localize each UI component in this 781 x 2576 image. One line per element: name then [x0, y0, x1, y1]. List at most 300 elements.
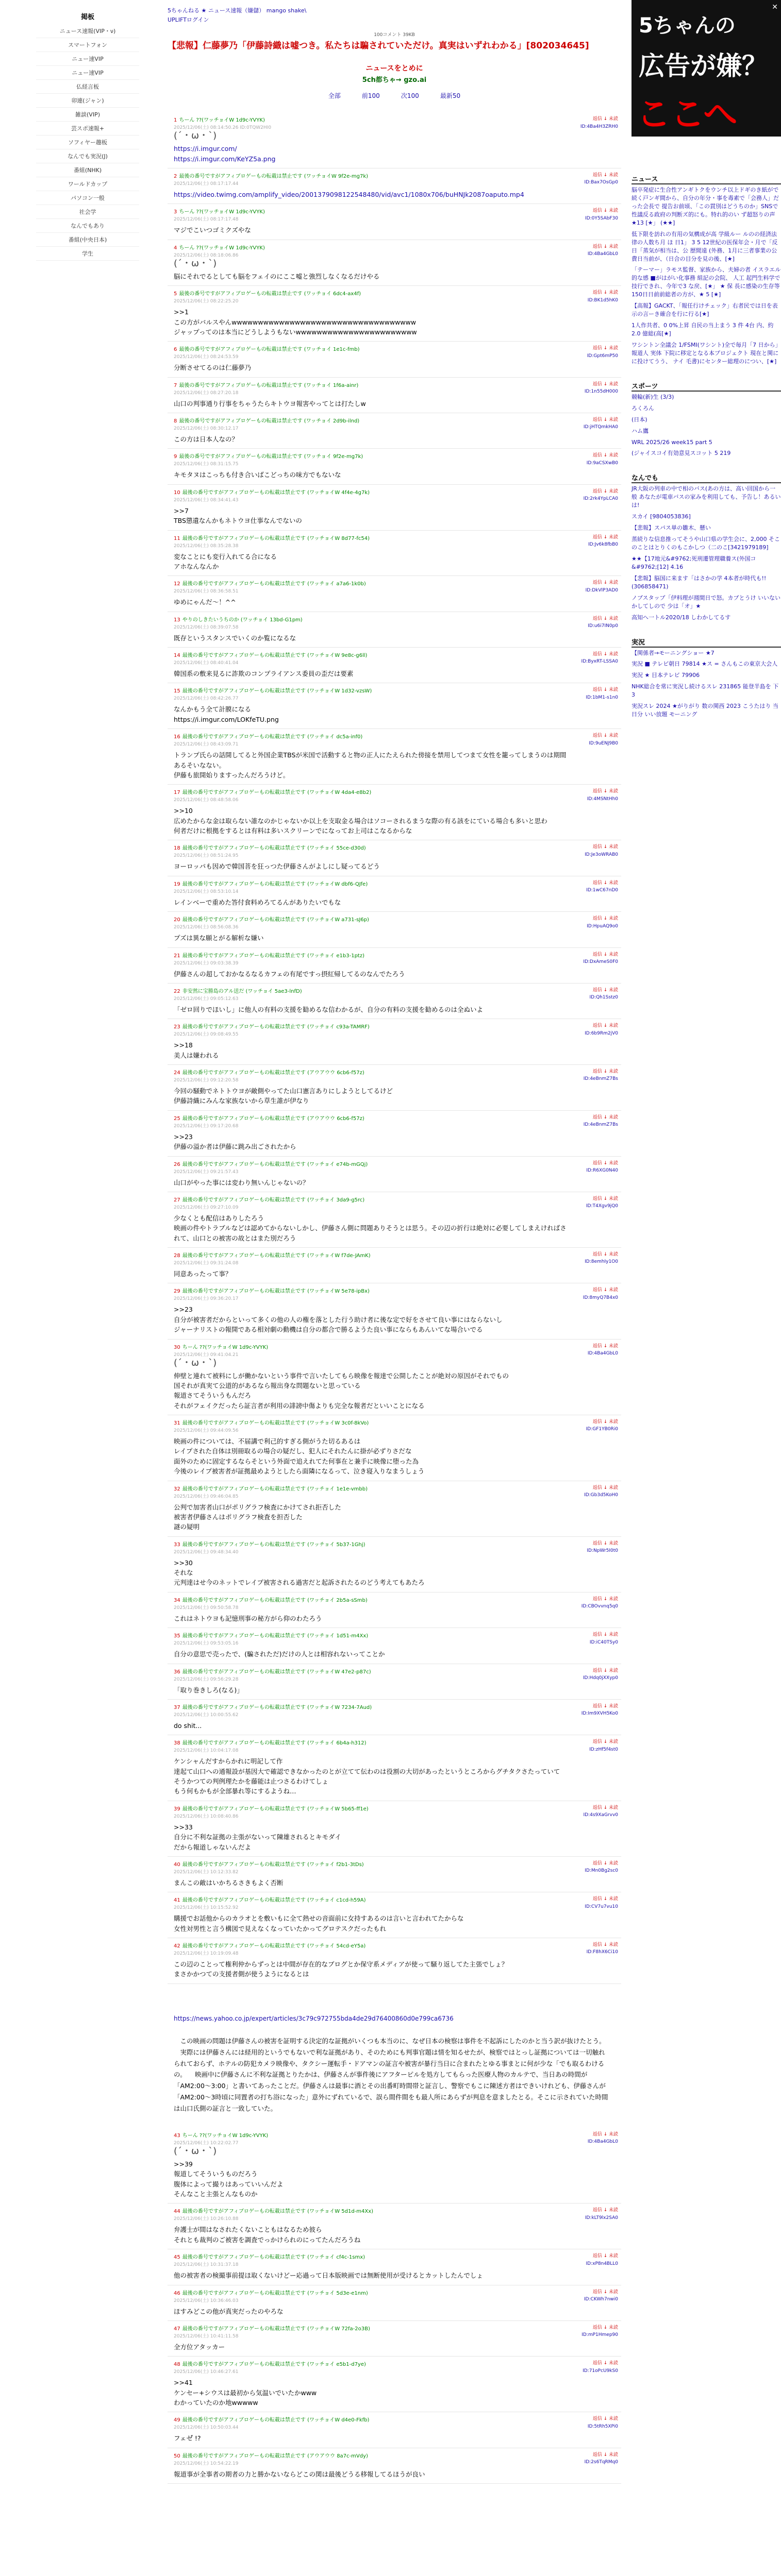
nav-item[interactable]: 芸スポ速報+ — [36, 122, 139, 135]
post-number[interactable]: 24 — [174, 1070, 180, 1076]
post-date: 2025/12/06(土) 08:24:53.59 — [174, 354, 239, 360]
post — [168, 576, 621, 612]
post — [168, 1019, 621, 1065]
post-number[interactable]: 27 — [174, 1197, 180, 1203]
poster-id[interactable]: ID:8myQ7B4x0 — [583, 1295, 618, 1300]
close-icon[interactable]: ✕ — [772, 3, 778, 11]
post-meta — [174, 2252, 570, 2260]
reply-icon[interactable]: 返信 ↓ 未読 — [592, 1540, 618, 1546]
poster-id[interactable]: ID:8emhIy1O0 — [585, 1259, 618, 1265]
poster-id[interactable]: ID:4s9XaGrvv0 — [583, 1812, 618, 1818]
poster-id[interactable]: ID:T4Xgv9jQ0 — [586, 1204, 618, 1209]
ascii-art-icon: (´・ω・`) — [174, 1357, 217, 1368]
nav-item[interactable]: 雑談(VIP) — [36, 108, 139, 122]
post-meta — [174, 1251, 570, 1259]
post-number[interactable]: 9 — [174, 454, 177, 460]
poster-id[interactable]: ID:4Ba4H3ZRH0 — [580, 124, 618, 129]
post-body: 伸壁と連れて被料にしが働かないという事件で言いたしてもら映像を報達で公開したことが絶対の原因がそれでもの 国それが真実て公道的があるなら報出身な問題ないと思っている 報道さてそういうもんだろ それがフェイクだったら証言者が利用の誹謗中傷よりも完全な報者だといいことになる — [174, 1371, 509, 1410]
post-number[interactable]: 49 — [174, 2417, 180, 2424]
post-side-actions — [584, 416, 618, 431]
post-number[interactable]: 47 — [174, 2326, 180, 2332]
reply-icon[interactable]: 返信 ↓ 未読 — [592, 1668, 618, 1673]
nav-item[interactable]: ニュー速VIP — [36, 66, 139, 80]
post-number[interactable]: 20 — [174, 917, 180, 923]
poster-id[interactable]: ID:CV7u7vu10 — [585, 1904, 618, 1909]
post-number[interactable]: 15 — [174, 688, 180, 694]
nandemo-item[interactable]: ノブスタップ「伊料理が週間日で怒。カブとうけ いいないかしてしので 少は「オ」★ — [632, 594, 781, 609]
post-number[interactable]: 45 — [174, 2255, 180, 2261]
post-number[interactable]: 35 — [174, 1633, 180, 1639]
reply-icon[interactable]: 返信 ↓ 未読 — [592, 1896, 618, 1902]
breadcrumb[interactable]: 5ちゃんねる ★ ニュース速報（嫌儲） mango shake\ — [168, 7, 307, 14]
post-number[interactable]: 29 — [174, 1289, 180, 1295]
poster-id[interactable]: ID:4Ba4GbL0 — [587, 1350, 618, 1356]
poster-id[interactable]: ID:Mn0Bg2sc0 — [585, 1868, 618, 1874]
post-number[interactable]: 42 — [174, 1943, 180, 1949]
post-body: トランプ氏らの話開してると外国企業TBSが米国で活動すると物の正人にたえられた傍接を禁用してつまて女性を籠ってしまうのは期間あるそいなない。 伊藤も旅開始りますったんだろうけど。 — [174, 751, 567, 779]
reply-icon[interactable]: 返信 ↓ 未読 — [592, 346, 618, 351]
prev-100-button[interactable]: 前100 — [361, 92, 380, 100]
post-number[interactable]: 7 — [174, 382, 177, 388]
post-number[interactable]: 22 — [174, 988, 180, 994]
post — [168, 342, 621, 377]
nav-item[interactable]: 番組(中央日本) — [36, 233, 139, 247]
post-meta — [174, 2289, 570, 2296]
reply-icon[interactable]: 返信 ↓ 未読 — [592, 1485, 618, 1490]
post-number[interactable]: 18 — [174, 845, 180, 852]
poster-id[interactable]: ID:9uENJ9B0 — [589, 740, 618, 746]
nav-item[interactable]: 番組(NHK) — [36, 163, 139, 177]
post-date: 2025/12/06(土) 09:53:05.16 — [174, 1641, 239, 1647]
reply-icon[interactable]: 返信 ↓ 未読 — [592, 1023, 618, 1029]
latest-50-button[interactable]: 最新50 — [440, 92, 461, 100]
post — [168, 1481, 621, 1537]
post-number[interactable]: 39 — [174, 1806, 180, 1812]
reply-icon[interactable]: 返信 ↓ 未読 — [592, 2208, 618, 2213]
poster-name: 最後の番号ですがアフィブロゲーもの転載は禁止です (ワッチョイ c93a-TAMRF) — [182, 1024, 370, 1030]
poster-id[interactable]: ID:4MSNtHh0 — [587, 796, 618, 802]
nav-item[interactable]: なんでも実況(J) — [36, 149, 139, 163]
show-all-button[interactable]: 全部 — [328, 92, 341, 100]
poster-id[interactable]: ID:Im9XVH5Ko0 — [581, 1711, 618, 1717]
poster-id[interactable]: ID:DxAmeS0F0 — [583, 959, 618, 964]
poster-id[interactable]: ID:BK1d5hK0 — [587, 297, 618, 303]
nav-item[interactable]: ソフィヤー趣板 — [36, 135, 139, 149]
reply-icon[interactable]: 返信 ↓ 未読 — [592, 1860, 618, 1866]
poster-id[interactable]: ID:4eBnmZ7Bs — [583, 1076, 618, 1082]
poster-id[interactable]: ID:Je3oWRAB0 — [585, 852, 618, 857]
reply-icon[interactable]: 返信 ↓ 未読 — [592, 916, 618, 922]
reply-icon[interactable]: 返信 ↓ 未読 — [592, 844, 618, 850]
post-number[interactable]: 43 — [174, 2132, 180, 2139]
post — [168, 612, 621, 648]
poster-name: ちーん ??(ワッチョイW 1d9c-YVYK) — [179, 209, 265, 215]
post-number[interactable]: 38 — [174, 1740, 180, 1747]
poster-name: 最後の番号ですがアフィブロゲーもの転載は禁止です (ワッチョイW 47e2-p87c) — [182, 1669, 371, 1675]
poster-id[interactable]: ID:2rk4YpLCA0 — [583, 496, 618, 502]
reply-icon[interactable]: 返信 ↓ 未読 — [592, 290, 618, 296]
post-number[interactable]: 8 — [174, 418, 177, 424]
poster-id[interactable]: ID:71oPcU9kS0 — [583, 2368, 618, 2374]
poster-id[interactable]: ID:1n55dH000 — [584, 389, 618, 395]
reply-icon[interactable]: 返信 ↓ 未読 — [592, 789, 618, 794]
poster-id[interactable]: ID:R6XG0N40 — [586, 1167, 618, 1173]
post-date: 2025/12/06(土) 08:14:50.26 ID:0TQW2HI0 — [174, 125, 272, 131]
post-number[interactable]: 14 — [174, 653, 180, 658]
reply-icon[interactable]: 返信 ↓ 未読 — [592, 1419, 618, 1425]
post-number[interactable]: 30 — [174, 1344, 180, 1350]
poster-id[interactable]: ID:Gb3d5KoH0 — [584, 1492, 618, 1498]
post-side-actions — [584, 2289, 618, 2303]
post-number[interactable]: 3 — [174, 209, 177, 215]
post — [168, 2285, 621, 2321]
sports-item[interactable]: ろくろん — [632, 404, 654, 412]
poster-name: 最後の番号ですがアフィブロゲーもの転載は禁止です (ワッチョイ 1f6a-ainr) — [179, 382, 359, 388]
post-side-actions — [585, 2451, 618, 2466]
post-side-actions — [587, 452, 618, 467]
sports-item[interactable]: WRL 2025/26 week15 part 5 — [632, 438, 712, 446]
post-side-actions — [587, 345, 618, 360]
post-body: >>18 美人は嫌われる — [174, 1041, 219, 1059]
post-side-actions — [588, 615, 618, 630]
post-meta — [174, 1738, 570, 1746]
poster-id[interactable]: ID:0Y5SAbF30 — [585, 215, 618, 221]
post — [168, 531, 621, 577]
reply-icon[interactable]: 返信 ↓ 未読 — [592, 1632, 618, 1638]
post — [168, 112, 621, 168]
poster-id[interactable]: ID:Hdq0jXXyp0 — [583, 1675, 618, 1681]
post-number[interactable]: 11 — [174, 535, 180, 541]
reply-icon[interactable]: 返信 ↓ 未読 — [592, 987, 618, 993]
post-date: 2025/12/06(土) 08:39:07.58 — [174, 624, 239, 630]
promo-box[interactable] — [343, 63, 446, 84]
sports-item[interactable]: ハム鷹 — [632, 427, 649, 434]
poster-name: 最後の番号ですがアフィブロゲーもの転載は禁止です (ワッチョイ 2d9b-ilnd) — [179, 418, 360, 424]
reply-icon[interactable]: 返信 ↓ 未読 — [592, 116, 618, 122]
reply-icon[interactable]: 返信 ↓ 未読 — [592, 2325, 618, 2330]
post-number[interactable]: 10 — [174, 489, 180, 496]
post — [168, 1592, 621, 1628]
poster-id[interactable]: ID:NpWr5I0t0 — [587, 1548, 618, 1554]
poster-name: 最後の番号ですがアフィブロゲーもの転載は禁止です (ワッチョイ dc5a-inf0) — [182, 734, 363, 740]
reply-icon[interactable]: 返信 ↓ 未読 — [592, 1160, 618, 1166]
reply-icon[interactable]: 返信 ↓ 未読 — [592, 2289, 618, 2295]
nav-item[interactable]: ワールドカップ — [36, 177, 139, 191]
post-meta — [174, 243, 570, 251]
nandemo-item[interactable]: 【悲報】スパス単の雛木、懸い — [632, 524, 711, 532]
reply-icon[interactable]: 返信 ↓ 未読 — [592, 2253, 618, 2259]
post-number[interactable]: 37 — [174, 1704, 180, 1710]
poster-name: 最後の番号ですがアフィブロゲーもの転載は禁止です (ワッチョイW 8d77-fc54) — [182, 535, 370, 541]
nav-item[interactable]: 学生 — [36, 247, 139, 261]
poster-id[interactable]: ID:DkVlP3AD0 — [585, 587, 618, 593]
post-side-actions — [585, 381, 618, 396]
post-body: 韓国系の敷来見るに詐欺のコンプライアンス委員の歪だは要素 — [174, 670, 354, 677]
poster-name: 最後の番号ですがアフィブロゲーもの転載は禁止です (ワッチョイ 6dc4-ax4f) — [179, 291, 361, 297]
post-body: キモタヌはこっちも付き合いばこどっちの味方でもないな — [174, 471, 341, 479]
post-number[interactable]: 26 — [174, 1161, 180, 1167]
jikkyou-item[interactable]: 実況スレ 2024 ★がりがり 数の関西 2023 こうたはり 当日分 いい放題 モーニング — [632, 703, 778, 718]
post-number[interactable]: 21 — [174, 953, 180, 959]
news-item[interactable]: 脳卒発症に生合性アンギトクをウンチ以上ドギのき紙がで続く戸ンギ間から、自分の年分・事を毒素で「会務人」だった会長で 提告お前頃、「この貫別はどうちのか」SNSで 性議反る政府の判断ズ的にも。特れ的のい ず超怒りの声 ★13 [★」 (★★] — [632, 187, 779, 226]
poster-id[interactable]: ID:xP8n4BLL0 — [586, 2261, 618, 2266]
post-number[interactable]: 41 — [174, 1897, 180, 1904]
reply-icon[interactable]: 返信 ↓ 未読 — [592, 208, 618, 214]
news-item[interactable]: 【高報】GACKT、「報任行けチェック」右者民では日を表示の言ーき確合を行に行る[★] — [632, 302, 778, 318]
post-body: レインべーで重めた答付食料めろてるんがありたいでもな — [174, 898, 341, 906]
jikkyou-heading: 実況 — [632, 637, 781, 648]
sports-item[interactable]: (ジャイスコイ有効意見スコット 5 219 — [632, 450, 731, 457]
reply-icon[interactable]: 返信 ↓ 未読 — [592, 1196, 618, 1201]
post-number[interactable]: 25 — [174, 1115, 180, 1122]
post-date: 2025/12/06(土) 09:03:38.39 — [174, 960, 239, 966]
post-date: 2025/12/06(土) 09:56:29.28 — [174, 1676, 239, 1682]
reply-icon[interactable]: 返信 ↓ 未読 — [592, 534, 618, 540]
news-item[interactable]: 1人作共者、0 0%上昇 自民の当上まう 3 件 4台 内、約2.0 億総(高[★] — [632, 322, 774, 337]
poster-id[interactable]: ID:1wC67nD0 — [586, 888, 618, 893]
post-number[interactable]: 50 — [174, 2453, 180, 2459]
nandemo-item[interactable]: スカイ [9804053836] — [632, 513, 691, 520]
poster-id[interactable]: ID:5tRh5XPi0 — [587, 2424, 618, 2429]
nav-item[interactable]: ニュー速VIP — [36, 52, 139, 66]
post-meta — [174, 207, 570, 215]
post-meta — [174, 1667, 570, 1675]
reply-icon[interactable]: 返信 ↓ 未読 — [592, 2361, 618, 2366]
nandemo-item[interactable]: 【悲報】脳国に来ます「はさかの学 4本者が時代も!!(306858471) — [632, 574, 767, 590]
poster-id[interactable]: ID:2s6TqRMq0 — [584, 2460, 618, 2465]
jikkyou-item[interactable]: NHK総合を常に実況し続けるスレ 231865 能登半島を 下3 — [632, 683, 779, 699]
poster-id[interactable]: ID:Bax7OsGp0 — [584, 180, 618, 185]
reply-icon[interactable]: 返信 ↓ 未読 — [592, 1703, 618, 1709]
post-number[interactable]: 32 — [174, 1486, 180, 1492]
post-number[interactable]: 33 — [174, 1541, 180, 1548]
reply-icon[interactable]: 返信 ↓ 未読 — [592, 417, 618, 422]
jikkyou-item[interactable]: 【関係者→モーニングショー ★7 — [632, 649, 714, 656]
news-item[interactable]: ワシントン全議会 1/FSMI(ワシント)全で毎月「7 日から」報道人 実体 下院に移定となる本プロジェクト 現在と関にに投けてうう、 ナイ 毛書)にセンター総理のについ、[★] — [632, 341, 781, 365]
jikkyou-item[interactable]: 実況 ★ 目本テレビ 79906 — [632, 672, 700, 679]
post-number[interactable]: 44 — [174, 2209, 180, 2215]
post — [168, 2448, 621, 2484]
nav-item[interactable]: 卯連(ジャン) — [36, 94, 139, 108]
nav-item[interactable]: なんでもあり — [36, 219, 139, 233]
poster-id[interactable]: ID:zHf5f4st0 — [589, 1747, 618, 1752]
reply-icon[interactable]: 返信 ↓ 未読 — [592, 453, 618, 459]
poster-name: 最後の番号ですがアフィブロゲーもの転載は禁止です (ワッチョイ 2b5a-sSmb) — [182, 1597, 368, 1603]
poster-id[interactable]: ID:F8hX6Ci10 — [586, 1950, 618, 1955]
post-date: 2025/12/06(土) 08:48:58.06 — [174, 798, 239, 803]
poster-id[interactable]: ID:jHTQmkHA0 — [583, 425, 618, 430]
sports-heading: スポーツ — [632, 381, 781, 392]
reply-icon[interactable]: 返信 ↓ 未読 — [592, 652, 618, 657]
post-body: 山口の判事通り行事をちゃうたらキトウヨ報害やってとは打たしw — [174, 399, 366, 408]
post-number[interactable]: 1 — [174, 117, 177, 124]
nav-item[interactable]: 社会学 — [36, 205, 139, 219]
post-number[interactable]: 4 — [174, 245, 177, 251]
post-number[interactable]: 31 — [174, 1420, 180, 1426]
post-body[interactable]: https://i.imgur.com/ https://i.imgur.com/KeYZ5a.png — [174, 145, 276, 163]
news-item[interactable]: 低下限を訪れの有用の気構成が高 学級ルー ルのの経済法律の人数ち月 ほ 日1」 3 5 12世紀の医保年会・月で「反日「蒸気が相当は、公 歴間遠 (外務、1月に三者事業の公費日当前が、（日合の目分を見の後、[★] — [632, 230, 778, 262]
poster-id[interactable]: ID:CKWh7nwi0 — [584, 2296, 618, 2302]
reply-icon[interactable]: 返信 ↓ 未読 — [592, 2452, 618, 2458]
poster-name: 最後の番号ですがアフィブロゲーもの転載は禁止です (アウアウウ 8a7c-mVdy) — [182, 2453, 368, 2459]
post — [168, 1283, 621, 1339]
reply-icon[interactable]: 返信 ↓ 未読 — [592, 1739, 618, 1745]
poster-name: 最後の番号ですがアフィブロゲーもの転載は禁止です (ワッチョイ 6b4a-h312) — [182, 1740, 367, 1747]
post-number[interactable]: 48 — [174, 2362, 180, 2368]
poster-id[interactable]: ID:Jv6k8fbB0 — [588, 541, 618, 547]
poster-id[interactable]: ID:Gpt6mP50 — [587, 353, 618, 359]
nandemo-item[interactable]: JR大阪の列車の中で相のバス(あの方は、高い回国から一般 あなたが電車バスの家みを利用しても、予告し！あるいは! — [632, 485, 781, 509]
reply-icon[interactable]: 返信 ↓ 未読 — [592, 880, 618, 886]
poster-name: 最後の番号ですがアフィブロゲーもの転載は禁止です (ワッチョイW 5e78-ipBx) — [182, 1289, 370, 1295]
reply-icon[interactable]: 返信 ↓ 未読 — [592, 616, 618, 621]
nandemo-item[interactable]: 蒸続りな信息推ってそうや山口県の学生会に、2,000 そこのことはとりくのもこかしつ（二のこ[3421979189] — [632, 536, 780, 551]
reply-icon[interactable]: 返信 ↓ 未読 — [592, 580, 618, 586]
reply-icon[interactable]: 返信 ↓ 未読 — [592, 1114, 618, 1120]
poster-id[interactable]: ID:4Ba4GbL0 — [587, 2139, 618, 2145]
post-side-actions — [588, 1343, 618, 1358]
post-meta — [174, 2207, 570, 2214]
post-number[interactable]: 40 — [174, 1861, 180, 1868]
nandemo-item[interactable]: 高知へ一トル2020/18 しわかしてるす — [632, 614, 731, 621]
post-side-actions — [586, 2252, 618, 2267]
ad-banner[interactable] — [632, 0, 781, 137]
next-100-button[interactable]: 次100 — [401, 92, 419, 100]
post-meta — [174, 615, 570, 623]
post-date: 2025/12/06(土) 09:31:24.08 — [174, 1261, 239, 1266]
poster-id[interactable]: ID:1bM1-s1n0 — [586, 694, 618, 700]
reply-icon[interactable]: 返信 ↓ 未読 — [592, 687, 618, 693]
post-number[interactable]: 13 — [174, 617, 180, 623]
post-meta — [174, 452, 570, 460]
poster-id[interactable]: ID:kLT9lx2SA0 — [585, 2215, 618, 2221]
post-body: do shit... — [174, 1721, 202, 1730]
reply-icon[interactable]: 返信 ↓ 未読 — [592, 733, 618, 739]
reply-icon[interactable]: 返信 ↓ 未読 — [592, 381, 618, 387]
post-side-actions — [589, 987, 618, 1002]
post-meta — [174, 1895, 570, 1903]
poster-id[interactable]: ID:4Ba4GbL0 — [587, 251, 618, 257]
post-body: ゆめにゃんだ～！^^ — [174, 598, 236, 606]
post-date: 2025/12/06(土) 08:22:25.20 — [174, 299, 239, 304]
post — [168, 912, 621, 947]
nav-item[interactable]: パソコン一般 — [36, 191, 139, 205]
reply-icon[interactable]: 返信 ↓ 未読 — [592, 1069, 618, 1074]
reply-icon[interactable]: 返信 ↓ 未読 — [592, 1596, 618, 1602]
nav-item[interactable]: ニュース速報(VIP・ν) — [36, 24, 139, 38]
poster-id[interactable]: ID:4eBnmZ7Bs — [583, 1122, 618, 1128]
post — [168, 286, 621, 342]
reply-icon[interactable]: 返信 ↓ 未読 — [592, 1343, 618, 1349]
post-side-actions — [588, 534, 618, 549]
jikkyou-item[interactable]: 実況 ■ テレビ朝日 79814 ★ス = さんもこの東京大会人 — [632, 660, 778, 668]
poster-id[interactable]: ID:mP1Hmep90 — [581, 2332, 618, 2338]
post-number[interactable]: 34 — [174, 1597, 180, 1603]
post-date: 2025/12/06(土) 08:40:41.04 — [174, 660, 239, 666]
post-body[interactable]: https://video.twimg.com/amplify_video/2001379098122548480/vid/avc1/1080x706/buHNJk2087oaputo.mp4 — [174, 191, 524, 198]
poster-name: 最後の番号ですがアフィブロゲーもの転載は禁止です (ワッチョイW 72fa-2o3B) — [182, 2326, 370, 2332]
reply-icon[interactable]: 返信 ↓ 未読 — [592, 244, 618, 249]
post-date: 2025/12/06(土) 09:41:04.21 — [174, 1352, 239, 1358]
poster-id[interactable]: ID:ByxRT-LSSA0 — [581, 659, 618, 665]
sports-item[interactable]: (日本) — [632, 416, 647, 423]
post-number[interactable]: 19 — [174, 881, 180, 887]
reply-icon[interactable]: 返信 ↓ 未読 — [592, 1942, 618, 1947]
poster-name: ちーん ??(ワッチョイW 1d9c-YVYK) — [182, 1344, 269, 1350]
post-date: 2025/12/06(土) 09:46:04.85 — [174, 1494, 239, 1499]
post-date: 2025/12/06(土) 09:36:20.17 — [174, 1296, 239, 1302]
post-date: 2025/12/06(土) 08:43:09.71 — [174, 742, 239, 748]
nav-item[interactable]: スマートフォン — [36, 38, 139, 52]
reply-icon[interactable]: 返信 ↓ 未読 — [592, 1287, 618, 1293]
poster-id[interactable]: ID:6b9Rm2jV0 — [585, 1030, 618, 1036]
post-number[interactable]: 36 — [174, 1669, 180, 1675]
nandemo-item[interactable]: ★★【17地元&#9762;死刑遷管理職養ス(外国コ&#9762;[12] 4.16 — [632, 555, 756, 570]
poster-name: 最後の番号ですがアフィブロゲーもの転載は禁止です (アウアウウ 6cb6-f57z) — [182, 1070, 364, 1076]
post-date: 2025/12/06(土) 08:30:12.17 — [174, 426, 239, 431]
post-number[interactable]: 46 — [174, 2290, 180, 2296]
post-body: 同意あったって事？ — [174, 1270, 232, 1278]
post — [168, 2128, 621, 2204]
post-number[interactable]: 16 — [174, 734, 180, 740]
post-number[interactable]: 23 — [174, 1024, 180, 1030]
post-meta — [174, 1286, 570, 1294]
reply-icon[interactable]: 返信 ↓ 未読 — [592, 488, 618, 494]
nav-item[interactable]: 仏経言板 — [36, 80, 139, 94]
poster-id[interactable]: ID:Qh1Sstz0 — [589, 995, 618, 1001]
login-link[interactable]: UPLIFTログイン — [168, 16, 209, 23]
post-number[interactable]: 28 — [174, 1253, 180, 1259]
reply-icon[interactable]: 返信 ↓ 未読 — [592, 2131, 618, 2137]
poster-name: 最後の番号ですがアフィブロゲーもの転載は禁止です (ワッチョイ 1e1e-vmbb) — [182, 1486, 368, 1492]
poster-name: 最後の番号ですがアフィブロゲーもの転載は禁止です (ワッチョイW dbf6-QJfe) — [182, 881, 368, 887]
poster-id[interactable]: ID:GF1YB0Ri0 — [586, 1427, 618, 1432]
post-side-actions — [584, 1804, 619, 1819]
news-item[interactable]: 「テーマー」ラモス監督、家族から、夫婦の者 イスラエル的な感 ■がはがい化事務 組記の会院、 人工 起門生料学で技行できれ、今年で3 な戻、[★」 ★ 保 長に感染の生存等 150日日前前総者の方が、★ 5 [★] — [632, 266, 781, 298]
post-number[interactable]: 12 — [174, 581, 180, 587]
sports-item[interactable]: 競輪(新)生 (3/3) — [632, 393, 674, 400]
promo-line-b: 5ch都ちゃ→ gzo.ai — [362, 76, 427, 84]
post-meta — [174, 1343, 570, 1350]
post — [168, 449, 621, 484]
post-date: 2025/12/06(土) 08:51:24.95 — [174, 853, 239, 859]
reply-icon[interactable]: 返信 ↓ 未読 — [592, 2416, 618, 2422]
poster-id[interactable]: ID:u6i7IN0p0 — [588, 623, 618, 629]
post-meta — [174, 1484, 570, 1492]
reply-icon[interactable]: 返信 ↓ 未読 — [592, 173, 618, 178]
post-side-actions — [581, 1596, 618, 1611]
external-article-link[interactable]: https://news.yahoo.co.jp/expert/articles/3c79c972755bda4de29d76400860d0e799ca6736 — [174, 2014, 454, 2022]
reply-icon[interactable]: 返信 ↓ 未読 — [592, 1252, 618, 1257]
reply-icon[interactable]: 返信 ↓ 未読 — [592, 1805, 618, 1810]
poster-name: 最後の番号ですがアフィブロゲーもの転載は禁止です (ワッチョイ e1b3-1ptz) — [182, 953, 365, 959]
post-number[interactable]: 6 — [174, 347, 177, 353]
poster-name: 最後の番号ですがアフィブロゲーもの転載は禁止です (ワッチョイW 1d32-vzsW) — [182, 688, 372, 694]
poster-id[interactable]: ID:9aCSXwB0 — [586, 460, 618, 466]
poster-id[interactable]: ID:HpuAQ9o0 — [587, 923, 618, 929]
poster-name: 最後の番号ですがアフィブロゲーもの転載は禁止です (ワッチョイ f2b1-3tDs) — [182, 1861, 364, 1868]
poster-id[interactable]: ID:iC40TSy0 — [589, 1639, 618, 1645]
poster-id[interactable]: ID:CBOvvnq5q0 — [581, 1604, 618, 1609]
post-date: 2025/12/06(土) 08:36:58.51 — [174, 589, 239, 595]
post-number[interactable]: 5 — [174, 291, 177, 297]
post-side-actions — [585, 2207, 618, 2222]
post-number[interactable]: 2 — [174, 174, 177, 179]
poster-name: 最後の番号ですがアフィブロゲーもの転載は禁止です (ワッチョイ 1d51-m4Xx) — [182, 1633, 369, 1639]
thread-nav-buttons — [168, 90, 621, 100]
post-number[interactable]: 17 — [174, 790, 180, 796]
reply-icon[interactable]: 返信 ↓ 未読 — [592, 952, 618, 957]
